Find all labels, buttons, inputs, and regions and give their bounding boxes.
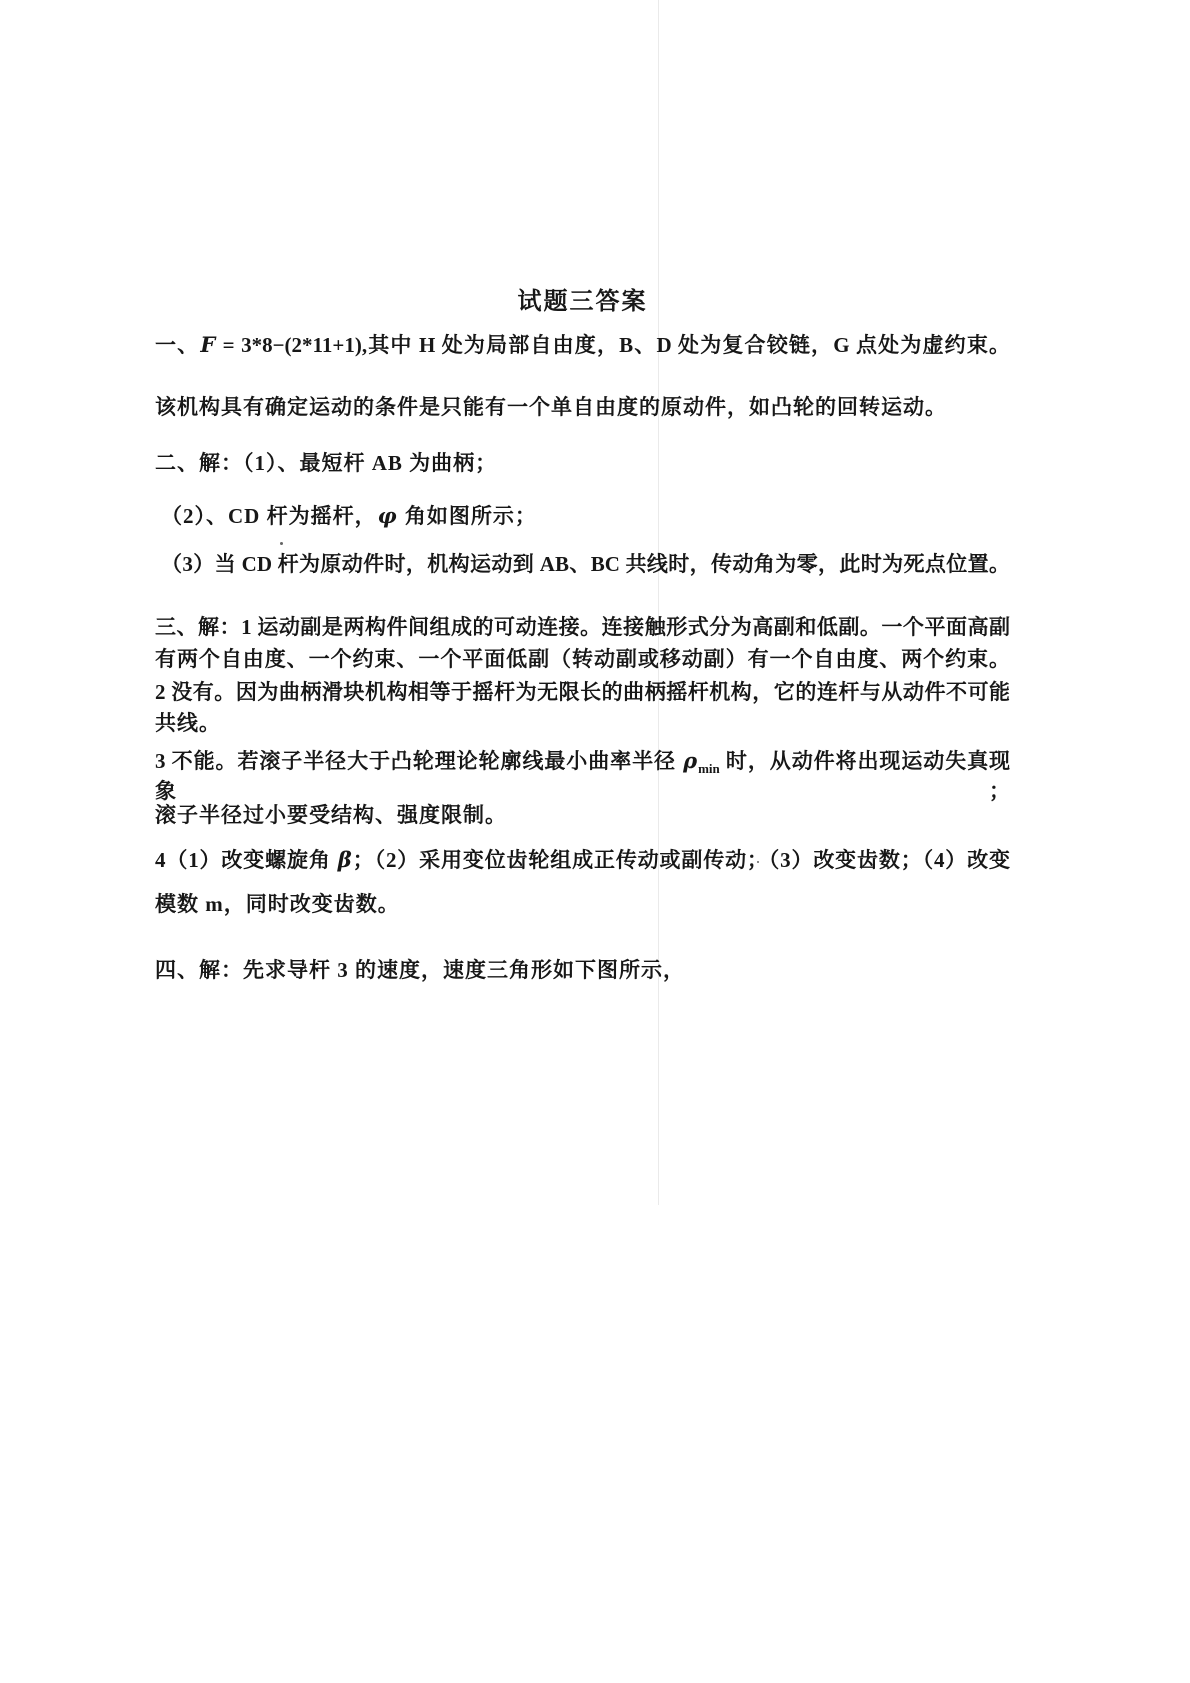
- answer3-line2: 有两个自由度、一个约束、一个平面低副（转动副或移动副）有一个自由度、两个约束。: [155, 647, 1010, 671]
- scan-speck: [280, 542, 283, 545]
- answer3-q4-line2: 模数 m，同时改变齿数。: [155, 892, 400, 916]
- page-title: 试题三答案: [517, 289, 648, 315]
- answer4-line1: 四、解：先求导杆 3 的速度，速度三角形如下图所示，: [155, 958, 685, 982]
- answer3-line3: 2 没有。因为曲柄滑块机构相等于摇杆为无限长的曲柄摇杆机构，它的连杆与从动件不可能: [155, 680, 1010, 704]
- answer1-line2: 该机构具有确定运动的条件是只能有一个单自由度的原动件，如凸轮的回转运动。: [155, 395, 947, 419]
- answer2-line1: 二、解：（1）、最短杆 AB 为曲柄；: [155, 451, 498, 475]
- scan-artifact-line: [658, 0, 659, 1205]
- answer3-q3-line2: 滚子半径过小要受结构、强度限制。: [155, 803, 507, 827]
- answer2-line2: （2）、CD 杆为摇杆，φ 角如图所示；: [161, 503, 537, 528]
- answer1-line1: 一、F = 3*8−(2*11+1),其中 H 处为局部自由度，B、D 处为复合铰链，G 点处为虚约束。: [155, 332, 1010, 357]
- answer3-line1: 三、解：1 运动副是两构件间组成的可动连接。连接触形式分为高副和低副。一个平面高副: [155, 615, 1010, 639]
- answer3-q3-line1: 3 不能。若滚子半径大于凸轮理论轮廓线最小曲率半径 $\rho_{min}$ 时，从动件将出现运动失真现象；: [155, 748, 1011, 803]
- answer2-line3: （3）当 CD 杆为原动件时，机构运动到 AB、BC 共线时，传动角为零，此时为死点位置。: [161, 552, 1010, 576]
- answer3-line4: 共线。: [155, 711, 221, 735]
- answer3-q4-line1: 4（1）改变螺旋角 β；（2）采用变位齿轮组成正传动或副传动；（3）改变齿数；（4）改变: [155, 847, 1011, 872]
